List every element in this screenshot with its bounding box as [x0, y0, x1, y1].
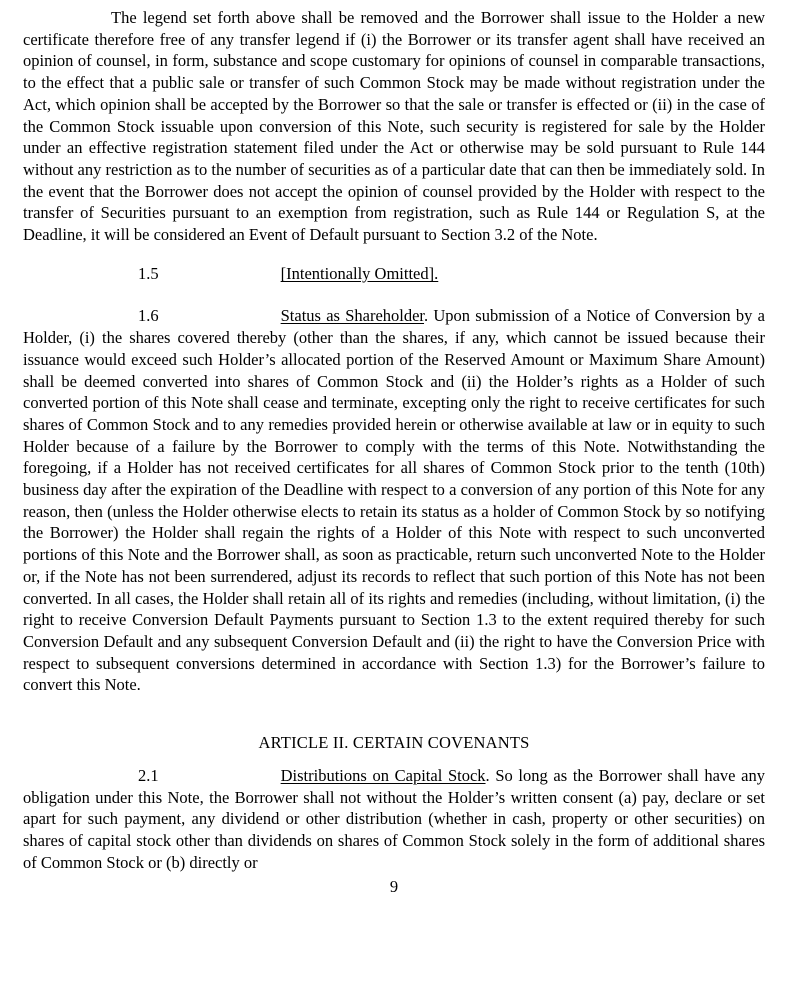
page-number: 9 — [389, 877, 399, 897]
article-ii-heading: ARTICLE II. CERTAIN COVENANTS — [258, 733, 530, 753]
tab-space — [159, 278, 281, 279]
section-1-6-title: Status as Shareholder — [280, 306, 425, 326]
section-2-1 — [23, 765, 765, 874]
section-2-1-number: 2.1 — [138, 765, 159, 785]
section-1-5 — [23, 263, 765, 285]
section-1-6-number: 1.6 — [138, 306, 159, 326]
section-2-1-body: . So long as the Borrower shall have any obligation under this Note, the Borrower shall not without the Holder’s written consent (a) pay, declare or set apart for such payment, any dividend or other distribution (whether in cash, property or other securities) on shares of capital stock other than dividends on shares of Common Stock solely in the form of additional shares of Common Stock or (b) directly or — [23, 765, 765, 872]
tab-space — [159, 320, 281, 321]
section-2-1-title: Distributions on Capital Stock — [280, 765, 486, 785]
section-1-5-number: 1.5 — [138, 263, 159, 283]
section-1-6-body: . Upon submission of a Notice of Conversion by a Holder, (i) the shares covered thereby (other than the shares, if any, which cannot be issued because their issuance would exceed such Holder’s allocated portion of the Reserved Amount or Maximum Share Amount) shall be deemed converted into shares of Common Stock and (ii) the Holder’s rights as a Holder of such converted portion of this Note shall cease and terminate, excepting only the right to receive certificates for such shares of Common Stock and to any remedies provided herein or otherwise available at law or in equity to such Holder because of a failure by the Borrower to comply with the terms of this Note. Notwithstanding the foregoing, if a Holder has not received certificates for all shares of Common Stock prior to the tenth (10th) business day after the expiration of the Deadline with respect to a conversion of any portion of this Note for any reason, then (unless the Holder otherwise elects to retain its status as a holder of Common Stock by so notifying the Borrower) the Holder shall regain the rights of a Holder of this Note with respect to such unconverted portions of this Note and the Borrower shall, as soon as practicable, return such unconverted Note to the Holder or, if the Note has not been surrendered, adjust its records to reflect that such portion of this Note has not been converted. In all cases, the Holder shall retain all of its rights and remedies (including, without limitation, (i) the right to receive Conversion Default Payments pursuant to Section 1.3 to the extent required thereby for such Conversion Default and any subsequent Conversion Default and (ii) the right to have the Conversion Price with respect to subsequent conversions determined in accordance with Section 1.3) for the Borrower’s failure to convert this Note. — [23, 306, 765, 695]
section-1-6 — [23, 305, 765, 696]
tab-space — [159, 780, 281, 781]
section-1-5-title: [Intentionally Omitted]. — [280, 263, 439, 283]
paragraph-legend-removal: The legend set forth above shall be removed and the Borrower shall issue to the Holder a new certificate therefore free of any transfer legend if (i) the Borrower or its transfer agent shall have received an opinion of counsel, in form, substance and scope customary for opinions of counsel in comparable transactions, to the effect that a public sale or transfer of such Common Stock may be made without registration under the Act, which opinion shall be accepted by the Borrower so that the sale or transfer is effected or (ii) in the case of the Common Stock issuable upon conversion of this Note, such security is registered for sale by the Holder under an effective registration statement filed under the Act or otherwise may be sold pursuant to Rule 144 without any restriction as to the number of securities as of a particular date that can then be immediately sold. In the event that the Borrower does not accept the opinion of counsel provided by the Holder with respect to the transfer of Securities pursuant to an exemption from registration, such as Rule 144 or Regulation S, at the Deadline, it will be considered an Event of Default pursuant to Section 3.2 of the Note. — [23, 8, 765, 245]
